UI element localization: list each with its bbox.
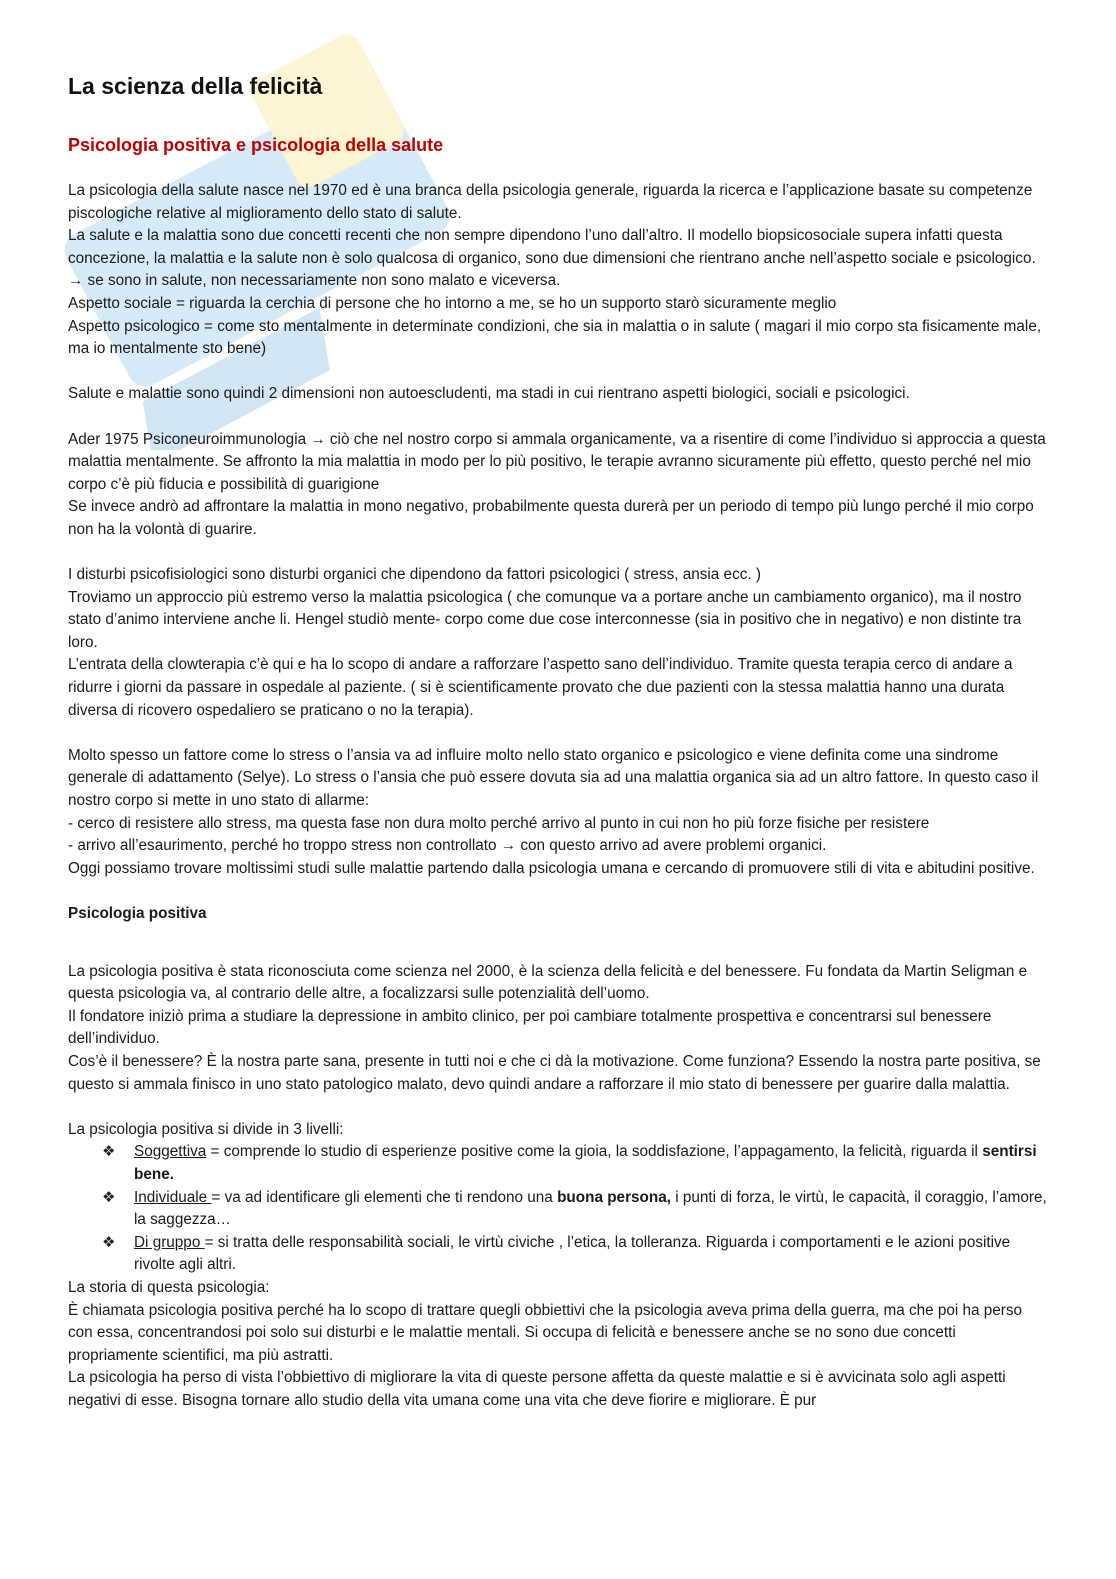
levels-intro: La psicologia positiva si divide in 3 livelli: <box>68 1120 344 1138</box>
paragraph: I disturbi psicofisiologici sono disturbi organici che dipendono da fattori psicologici ( stress, ansia ecc. ) <box>68 566 761 584</box>
paragraph: La psicologia ha perso di vista l’obbiettivo di migliorare la vita di queste persone affetta da queste malattie e si è avvicinata solo agli aspetti negativi di esse. Bisogna tornare allo studio della vita umana come una vita che deve fiorire e migliorare. È pur <box>68 1369 1006 1409</box>
paragraph: Cos’è il benessere? È la nostra parte sana, presente in tutti noi e che ci dà la motivazione. Come funziona? Essendo la nostra parte positiva, se questo si ammala finisco in uno stato patologico malato, devo quindi andare a rafforzare il mio stato di benessere per guarire dalla malattia. <box>68 1052 1041 1093</box>
paragraph: La salute e la malattia sono due concetti recenti che non sempre dipendono l’uno dall’altro. Il modello biopsicosociale supera infatti questa concezione, la malattia e la salute non è solo qualcosa di organico, sono due dimensioni che rientrano anche nell’aspetto sociale e psicologico. → se sono in salute, non necessariamente non sono malato e viceversa. <box>68 227 1036 290</box>
paragraph: Salute e malattie sono quindi 2 dimensioni non autoescludenti, ma stadi in cui rientrano aspetti biologici, sociali e psicologici. <box>68 385 910 403</box>
paragraph: - arrivo all’esaurimento, perché ho troppo stress non controllato → con questo arrivo ad avere problemi organici. <box>68 837 827 855</box>
level-bold: buona persona, <box>557 1188 671 1206</box>
paragraph: L’entrata della clowterapia c’è qui e ha lo scopo di andare a rafforzare l’aspetto sano dell’individuo. Tramite questa terapia cerco di andare a ridurre i giorni da passare in ospedale al paziente. ( si è scientificamente provato che due pazienti con la stessa malattia hanno una durata diversa di ricovero ospedaliero se praticano o no la terapia). <box>68 656 1013 719</box>
paragraph: Il fondatore iniziò prima a studiare la depressione in ambito clinico, per poi cambiare totalmente prospettiva e concentrarsi sul benessere dell’individuo. <box>68 1007 992 1048</box>
bullet-diamond-icon: ❖ <box>102 1233 116 1251</box>
bullet-diamond-icon: ❖ <box>102 1143 116 1161</box>
paragraph: È chiamata psicologia positiva perché ha lo scopo di trattare quegli obbiettivi che la psicologia aveva prima della guerra, ma che poi ha perso con essa, concentrandosi poi solo sui disturbi e le malattie mentali. Si occupa di felicità e benessere anche se no sono due concetti propriamente scientifici, ma più astratti. <box>68 1301 1023 1364</box>
paragraph: Se invece andrò ad affrontare la malattia in mono negativo, probabilmente questa durerà per un periodo di tempo più lungo perché il mio corpo non ha la volontà di guarire. <box>68 498 1034 538</box>
bullet-diamond-icon: ❖ <box>102 1188 116 1206</box>
level-name: Soggettiva <box>134 1143 207 1161</box>
paragraph: La storia di questa psicologia: <box>68 1278 270 1296</box>
document-page <box>68 70 1048 1412</box>
paragraph: La psicologia della salute nasce nel 1970 ed è una branca della psicologia generale, riguarda la ricerca e l’applicazione basate su competenze piscologiche relative al miglioramento dello stato di salute. <box>68 182 1033 222</box>
subsection-title: Psicologia positiva <box>68 905 207 922</box>
paragraph: Molto spesso un fattore come lo stress o l’ansia va ad influire molto nello stato organico e psicologico e viene definita come una sindrome generale di adattamento (Selye). Lo stress o l’ansia che può essere dovuta sia ad una malattia organica sia ad un altro fattore. In questo caso il nostro corpo si mette in uno stato di allarme: <box>68 746 1039 810</box>
section-title: Psicologia positiva e psicologia della salute <box>68 135 444 155</box>
list-item <box>102 1141 1048 1186</box>
paragraph: Aspetto sociale = riguarda la cerchia di persone che ho intorno a me, se ho un supporto starò sicuramente meglio <box>68 294 837 312</box>
paragraph: Oggi possiamo trovare moltissimi studi sulle malattie partendo dalla psicologia umana e cercando di promuovere stili di vita e abitudini positive. <box>68 859 1035 877</box>
document-title: La scienza della felicità <box>68 73 323 99</box>
level-text: = comprende lo studio di esperienze positive come la gioia, la soddisfazione, l’appagamento, la felicità, riguarda il <box>206 1143 983 1161</box>
level-name: Di gruppo <box>134 1233 205 1251</box>
level-bold: sentirsi bene. <box>134 1143 1037 1183</box>
list-item <box>102 1187 1048 1232</box>
paragraph: La psicologia positiva è stata riconosciuta come scienza nel 2000, è la scienza della felicità e del benessere. Fu fondata da Martin Seligman e questa psicologia va, al contrario delle altre, a focalizzarsi sulle potenzialità dell’uomo. <box>68 962 1028 1003</box>
level-text-post: i punti di forza, le virtù, le capacità, il coraggio, l’amore, la saggezza… <box>134 1188 1047 1229</box>
level-text: = va ad identificare gli elementi che ti rendono una <box>211 1188 558 1206</box>
levels-list <box>68 1141 1048 1277</box>
paragraph: Aspetto psicologico = come sto mentalmente in determinate condizioni, che sia in malattia o in salute ( magari il mio corpo sta fisicamente male, ma io mentalmente sto bene) <box>68 317 1042 358</box>
paragraph: Troviamo un approccio più estremo verso la malattia psicologica ( che comunque va a portare anche un cambiamento organico), ma il nostro stato d’animo interviene anche li. Hengel studiò mente- corpo come due cose interconnesse (sia in positivo che in negativo) e non distinte tra loro. <box>68 588 1022 651</box>
level-text: = si tratta delle responsabilità sociali, le virtù civiche , l’etica, la tolleranza. Riguarda i comportamenti e le azioni positive rivolte agli altri. <box>134 1233 1011 1274</box>
level-name: Individuale <box>134 1188 212 1206</box>
paragraph: - cerco di resistere allo stress, ma questa fase non dura molto perché arrivo al punto in cui non ho più forze fisiche per resistere <box>68 814 930 832</box>
list-item <box>102 1232 1048 1277</box>
paragraph: Ader 1975 Psiconeuroimmunologia → ciò che nel nostro corpo si ammala organicamente, va a risentire di come l’individuo si approccia a questa malattia mentalmente. Se affronto la mia malattia in modo per lo più positivo, le terapie avranno sicuramente più effetto, questo perché nel mio corpo c’è più fiducia e possibilità di guarigione <box>68 430 1046 493</box>
